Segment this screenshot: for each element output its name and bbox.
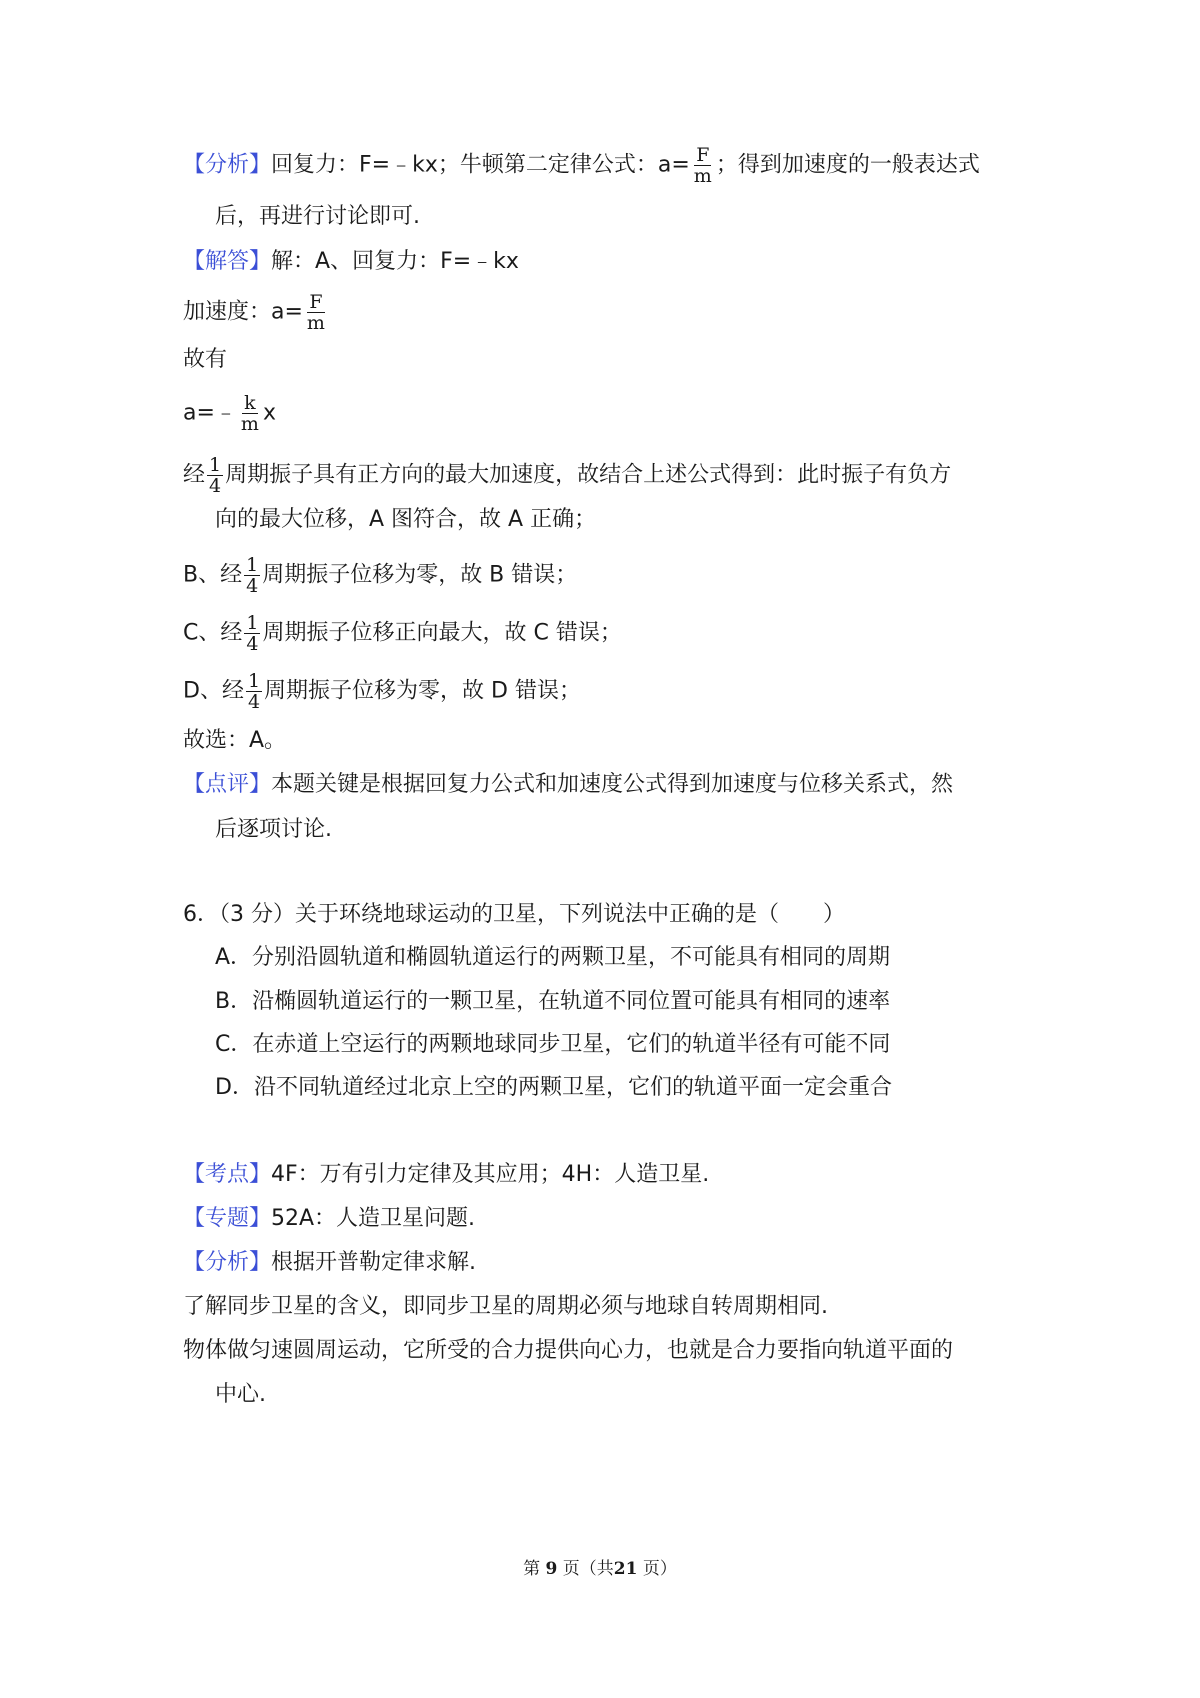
fraction-one-quarter: $\frac{1}{4}$ <box>246 554 259 597</box>
question-6-option-a: A．分别沿圆轨道和椭圆轨道运行的两颗卫星，不可能具有相同的周期 <box>215 945 891 970</box>
fraction-one-quarter: $\frac{1}{4}$ <box>209 454 222 497</box>
zhuanti-line: 【专题】52A：人造卫星问题. <box>183 1206 476 1231</box>
question-6-option-d: D．沿不同轨道经过北京上空的两颗卫星，它们的轨道平面一定会重合 <box>215 1075 892 1100</box>
paragraph-quarter-period-cont: 向的最大位移，A 图符合，故 A 正确； <box>215 507 597 532</box>
kaodian-tag: 【考点】 <box>183 1162 272 1187</box>
comment-line-1: 【点评】本题关键是根据回复力公式和加速度公式得到加速度与位移关系式，然 <box>183 772 954 797</box>
fraction-f-over-m: $\frac{F}{m}$ <box>306 291 325 334</box>
fraction-one-quarter: $\frac{1}{4}$ <box>246 612 259 655</box>
question-6-stem: 6．（3 分）关于环绕地球运动的卫星，下列说法中正确的是（ ） <box>183 902 845 927</box>
fraction-f-over-m: $\frac{F}{m}$ <box>693 144 712 187</box>
fenxi-line: 【分析】根据开普勒定律求解. <box>183 1250 477 1275</box>
option-c-analysis: C、经 $\frac{1}{4}$ 周期振子位移正向最大，故 C 错误； <box>183 612 622 655</box>
question-6-option-c: C．在赤道上空运行的两颗地球同步卫星，它们的轨道半径有可能不同 <box>215 1032 891 1057</box>
analysis-line-2: 后，再进行讨论即可. <box>215 204 420 229</box>
page-footer: 第 9 页（共21 页） <box>523 1559 677 1579</box>
comment-tag: 【点评】 <box>183 772 272 797</box>
page-number: 9 <box>545 1559 558 1579</box>
option-d-analysis: D、经 $\frac{1}{4}$ 周期振子位移为零，故 D 错误； <box>183 670 581 713</box>
analysis-line-1: 【分析】回复力：F=﹣kx；牛顿第二定律公式：a= $\frac{F}{m}$ ；得到加速度的一般表达式 <box>183 144 980 187</box>
total-pages: 21 <box>613 1559 638 1579</box>
zhuanti-tag: 【专题】 <box>183 1206 272 1231</box>
comment-line-2: 后逐项讨论. <box>215 817 332 842</box>
solution-line-1: 了解同步卫星的含义，即同步卫星的周期必须与地球自转周期相同. <box>183 1294 828 1319</box>
solution-line-3: 中心. <box>215 1382 266 1407</box>
question-6-option-b: B．沿椭圆轨道运行的一颗卫星，在轨道不同位置可能具有相同的速率 <box>215 989 891 1014</box>
fenxi-tag: 【分析】 <box>183 1250 272 1275</box>
answer-line-1: 【解答】解：A、回复力：F=﹣kx <box>183 249 519 274</box>
equation-line: a=﹣ $\frac{k}{m}$ x <box>183 392 276 435</box>
paragraph-quarter-period: 经 $\frac{1}{4}$ 周期振子具有正方向的最大加速度，故结合上述公式得到：此时振子有负方 <box>183 454 952 497</box>
final-choice: 故选：A。 <box>183 728 287 753</box>
analysis-tag: 【分析】 <box>183 152 272 178</box>
answer-tag: 【解答】 <box>183 249 272 274</box>
kaodian-line: 【考点】4F：万有引力定律及其应用；4H：人造卫星. <box>183 1162 710 1187</box>
so-line: 故有 <box>183 347 228 372</box>
solution-line-2: 物体做匀速圆周运动，它所受的合力提供向心力，也就是合力要指向轨道平面的 <box>183 1338 954 1363</box>
acceleration-line: 加速度：a= $\frac{F}{m}$ <box>183 291 325 334</box>
fraction-k-over-m: $\frac{k}{m}$ <box>240 392 259 435</box>
fraction-one-quarter: $\frac{1}{4}$ <box>247 670 261 713</box>
option-b-analysis: B、经 $\frac{1}{4}$ 周期振子位移为零，故 B 错误； <box>183 554 578 597</box>
